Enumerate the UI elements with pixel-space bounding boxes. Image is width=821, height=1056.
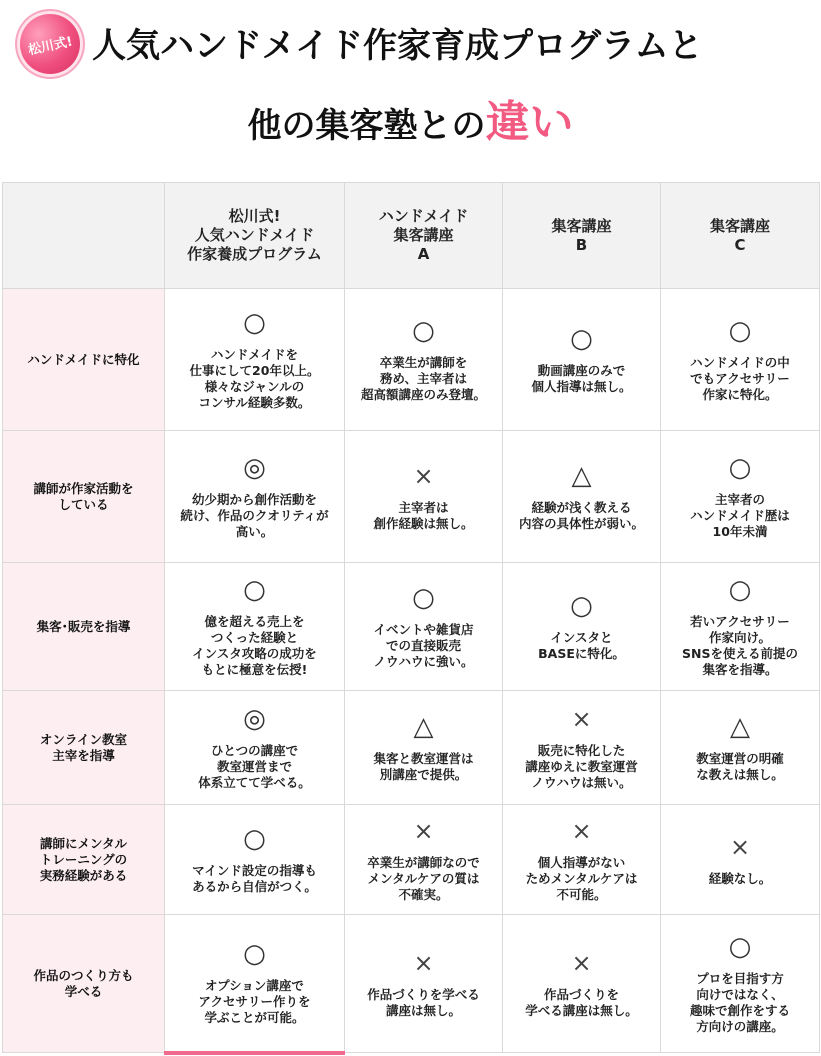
header-course-a: ハンドメイド 集客講座 A: [345, 183, 503, 289]
header-course-b: 集客講座 B: [503, 183, 661, 289]
page-subtitle: [0, 86, 821, 150]
cross-mark-icon: ×: [571, 948, 592, 977]
header-row: [3, 183, 820, 289]
cell-ours: ○ マインド設定の指導も あるから自信がつく。: [165, 805, 345, 915]
row-label: ハンドメイドに特化: [3, 289, 165, 431]
cell-course-c: ○ 主宰者の ハンドメイド歴は 10年未満: [661, 431, 820, 563]
double-circle-mark-icon: ◎: [243, 452, 266, 483]
cell-course-c: △ 教室運営の明確 な教えは無し。: [661, 691, 820, 805]
page-title: 人気ハンドメイド作家育成プログラムと: [92, 26, 703, 66]
circle-mark-icon: ○: [243, 307, 266, 338]
subtitle-prefix: 他の集客塾との: [247, 106, 486, 146]
cell-course-b: × 作品づくりを 学べる講座は無し。: [503, 915, 661, 1053]
row-label: 集客･販売を指導: [3, 563, 165, 691]
cell-course-b: ○ インスタと BASEに特化。: [503, 563, 661, 691]
triangle-mark-icon: △: [730, 711, 750, 742]
cell-course-a: ○ 卒業生が講師を 務め、主宰者は 超高額講座のみ登壇。: [345, 289, 503, 431]
cell-course-c: × 経験なし。: [661, 805, 820, 915]
cell-course-a: × 主宰者は 創作経験は無し。: [345, 431, 503, 563]
row-label: 作品のつくり方も 学べる: [3, 915, 165, 1053]
circle-mark-icon: ○: [243, 938, 266, 969]
cell-ours: ○ 億を超える売上を つくった経験と インスタ攻略の成功を もとに極意を伝授!: [165, 563, 345, 691]
table-row: [3, 289, 820, 431]
cross-mark-icon: ×: [571, 816, 592, 845]
header-course-c: 集客講座 C: [661, 183, 820, 289]
row-label: 講師にメンタル トレーニングの 実務経験がある: [3, 805, 165, 915]
cross-mark-icon: ×: [413, 948, 434, 977]
row-label: オンライン教室 主宰を指導: [3, 691, 165, 805]
cross-mark-icon: ×: [571, 704, 592, 733]
cross-mark-icon: ×: [413, 816, 434, 845]
cell-course-b: ○ 動画講座のみで 個人指導は無し。: [503, 289, 661, 431]
circle-mark-icon: ○: [728, 931, 752, 962]
cell-ours: ◎ ひとつの講座で 教室運営まで 体系立てて学べる。: [165, 691, 345, 805]
cell-course-c: ○ 若いアクセサリー 作家向け。 SNSを使える前提の 集客を指導。: [661, 563, 820, 691]
cell-course-b: × 販売に特化した 講座ゆえに教室運営 ノウハウは無い。: [503, 691, 661, 805]
cross-mark-icon: ×: [729, 832, 751, 861]
triangle-mark-icon: △: [413, 711, 434, 742]
table-row: [3, 915, 820, 1053]
table-row: [3, 563, 820, 691]
cell-course-c: ○ プロを目指す方 向けではなく、 趣味で創作をする 方向けの講座。: [661, 915, 820, 1053]
cell-course-c: ○ ハンドメイドの中 でもアクセサリー 作家に特化。: [661, 289, 820, 431]
double-circle-mark-icon: ◎: [243, 703, 266, 734]
table-row: [3, 805, 820, 915]
circle-mark-icon: ○: [412, 582, 435, 613]
cross-mark-icon: ×: [413, 461, 434, 490]
cell-course-a: ○ イベントや雑貨店 での直接販売 ノウハウに強い。: [345, 563, 503, 691]
circle-mark-icon: ○: [728, 574, 752, 605]
page-title-block: [0, 0, 821, 180]
circle-mark-icon: ○: [243, 574, 266, 605]
header-ours: 松川式! 人気ハンドメイド 作家養成プログラム: [165, 183, 345, 289]
table-row: [3, 431, 820, 563]
cell-ours: ○ オプション講座で アクセサリー作りを 学ぶことが可能。: [165, 915, 345, 1053]
cell-ours: ○ ハンドメイドを 仕事にして20年以上。 様々なジャンルの コンサル経験多数。: [165, 289, 345, 431]
subtitle-accent: 違い: [485, 97, 574, 148]
comparison-table: [2, 182, 820, 1055]
table-row: [3, 691, 820, 805]
circle-mark-icon: ○: [728, 315, 752, 346]
circle-mark-icon: ○: [412, 315, 435, 346]
cell-course-b: △ 経験が浅く教える 内容の具体性が弱い。: [503, 431, 661, 563]
row-label: 講師が作家活動を している: [3, 431, 165, 563]
cell-course-a: △ 集客と教室運営は 別講座で提供。: [345, 691, 503, 805]
cell-ours: ◎ 幼少期から創作活動を 続け、作品のクオリティが 高い。: [165, 431, 345, 563]
cell-course-a: × 卒業生が講師なので メンタルケアの質は 不確実。: [345, 805, 503, 915]
matsukawa-badge: 松川式!: [14, 8, 85, 79]
cell-course-a: × 作品づくりを学べる 講座は無し。: [345, 915, 503, 1053]
header-corner: [3, 183, 165, 289]
circle-mark-icon: ○: [243, 823, 266, 854]
cell-course-b: × 個人指導がない ためメンタルケアは 不可能。: [503, 805, 661, 915]
triangle-mark-icon: △: [571, 460, 592, 491]
circle-mark-icon: ○: [570, 590, 593, 621]
circle-mark-icon: ○: [570, 323, 593, 354]
circle-mark-icon: ○: [728, 452, 752, 483]
